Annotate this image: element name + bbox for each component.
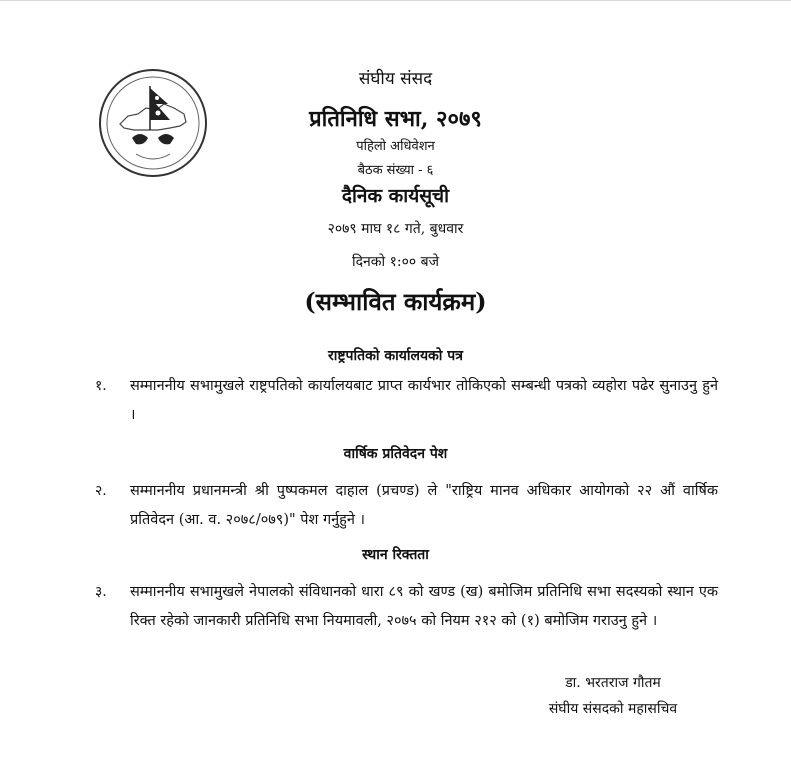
meeting-date: २०७९ माघ १८ गते, बुधवार <box>327 221 464 237</box>
page-top-border <box>0 0 791 1</box>
item-number: ३. <box>95 584 107 600</box>
item-text: सम्माननीय सभामुखले नेपालको संविधानको धारा ८९ को खण्ड (ख) बमोजिम प्रतिनिधि सभा सदस्यको स्थान एक रिक्त रहेको जानकारी प्रतिनिधि सभा नियमावली, २०७५ को नियम २१२ को (१) बमोजिम गराउनु हुने । <box>130 584 718 629</box>
item-number: १. <box>95 378 107 394</box>
item-text: सम्माननीय प्रधानमन्त्री श्री पुष्पकमल दाहाल (प्रचण्ड) ले "राष्ट्रिय मानव अधिकार आयोगको २२ औं वार्षिक प्रतिवेदन (आ. व. २०७८/०७९)" पेश गर्नुहुने । <box>130 483 718 528</box>
parliament-name: संघीय संसद <box>358 69 433 89</box>
section-heading: वार्षिक प्रतिवेदन पेश <box>343 446 448 462</box>
item-text: सम्माननीय सभामुखले राष्ट्रपतिको कार्यालयबाट प्राप्त कार्यभार तोकिएको सम्बन्धी पत्रको व्यहोरा पढेर सुनाउनु हुने । <box>130 378 718 423</box>
section-heading: स्थान रिक्तता <box>362 547 429 563</box>
meeting-number: बैठक संख्या - ६ <box>357 163 434 178</box>
session-label: पहिलो अधिवेशन <box>356 139 435 154</box>
section-heading: राष्ट्रपतिको कार्यालयको पत्र <box>327 348 463 364</box>
signatory-name: डा. भरतराज गौतम <box>565 675 661 691</box>
document-title: दैनिक कार्यसूची <box>341 185 450 207</box>
program-heading: (सम्भावित कार्यक्रम) <box>304 287 487 316</box>
meeting-time: दिनको १:०० बजे <box>351 254 440 270</box>
item-number: २. <box>95 483 107 499</box>
house-title: प्रतिनिधि सभा, २०७९ <box>309 106 482 132</box>
signature-block <box>528 670 698 722</box>
signatory-position: संघीय संसदको महासचिव <box>548 701 678 717</box>
